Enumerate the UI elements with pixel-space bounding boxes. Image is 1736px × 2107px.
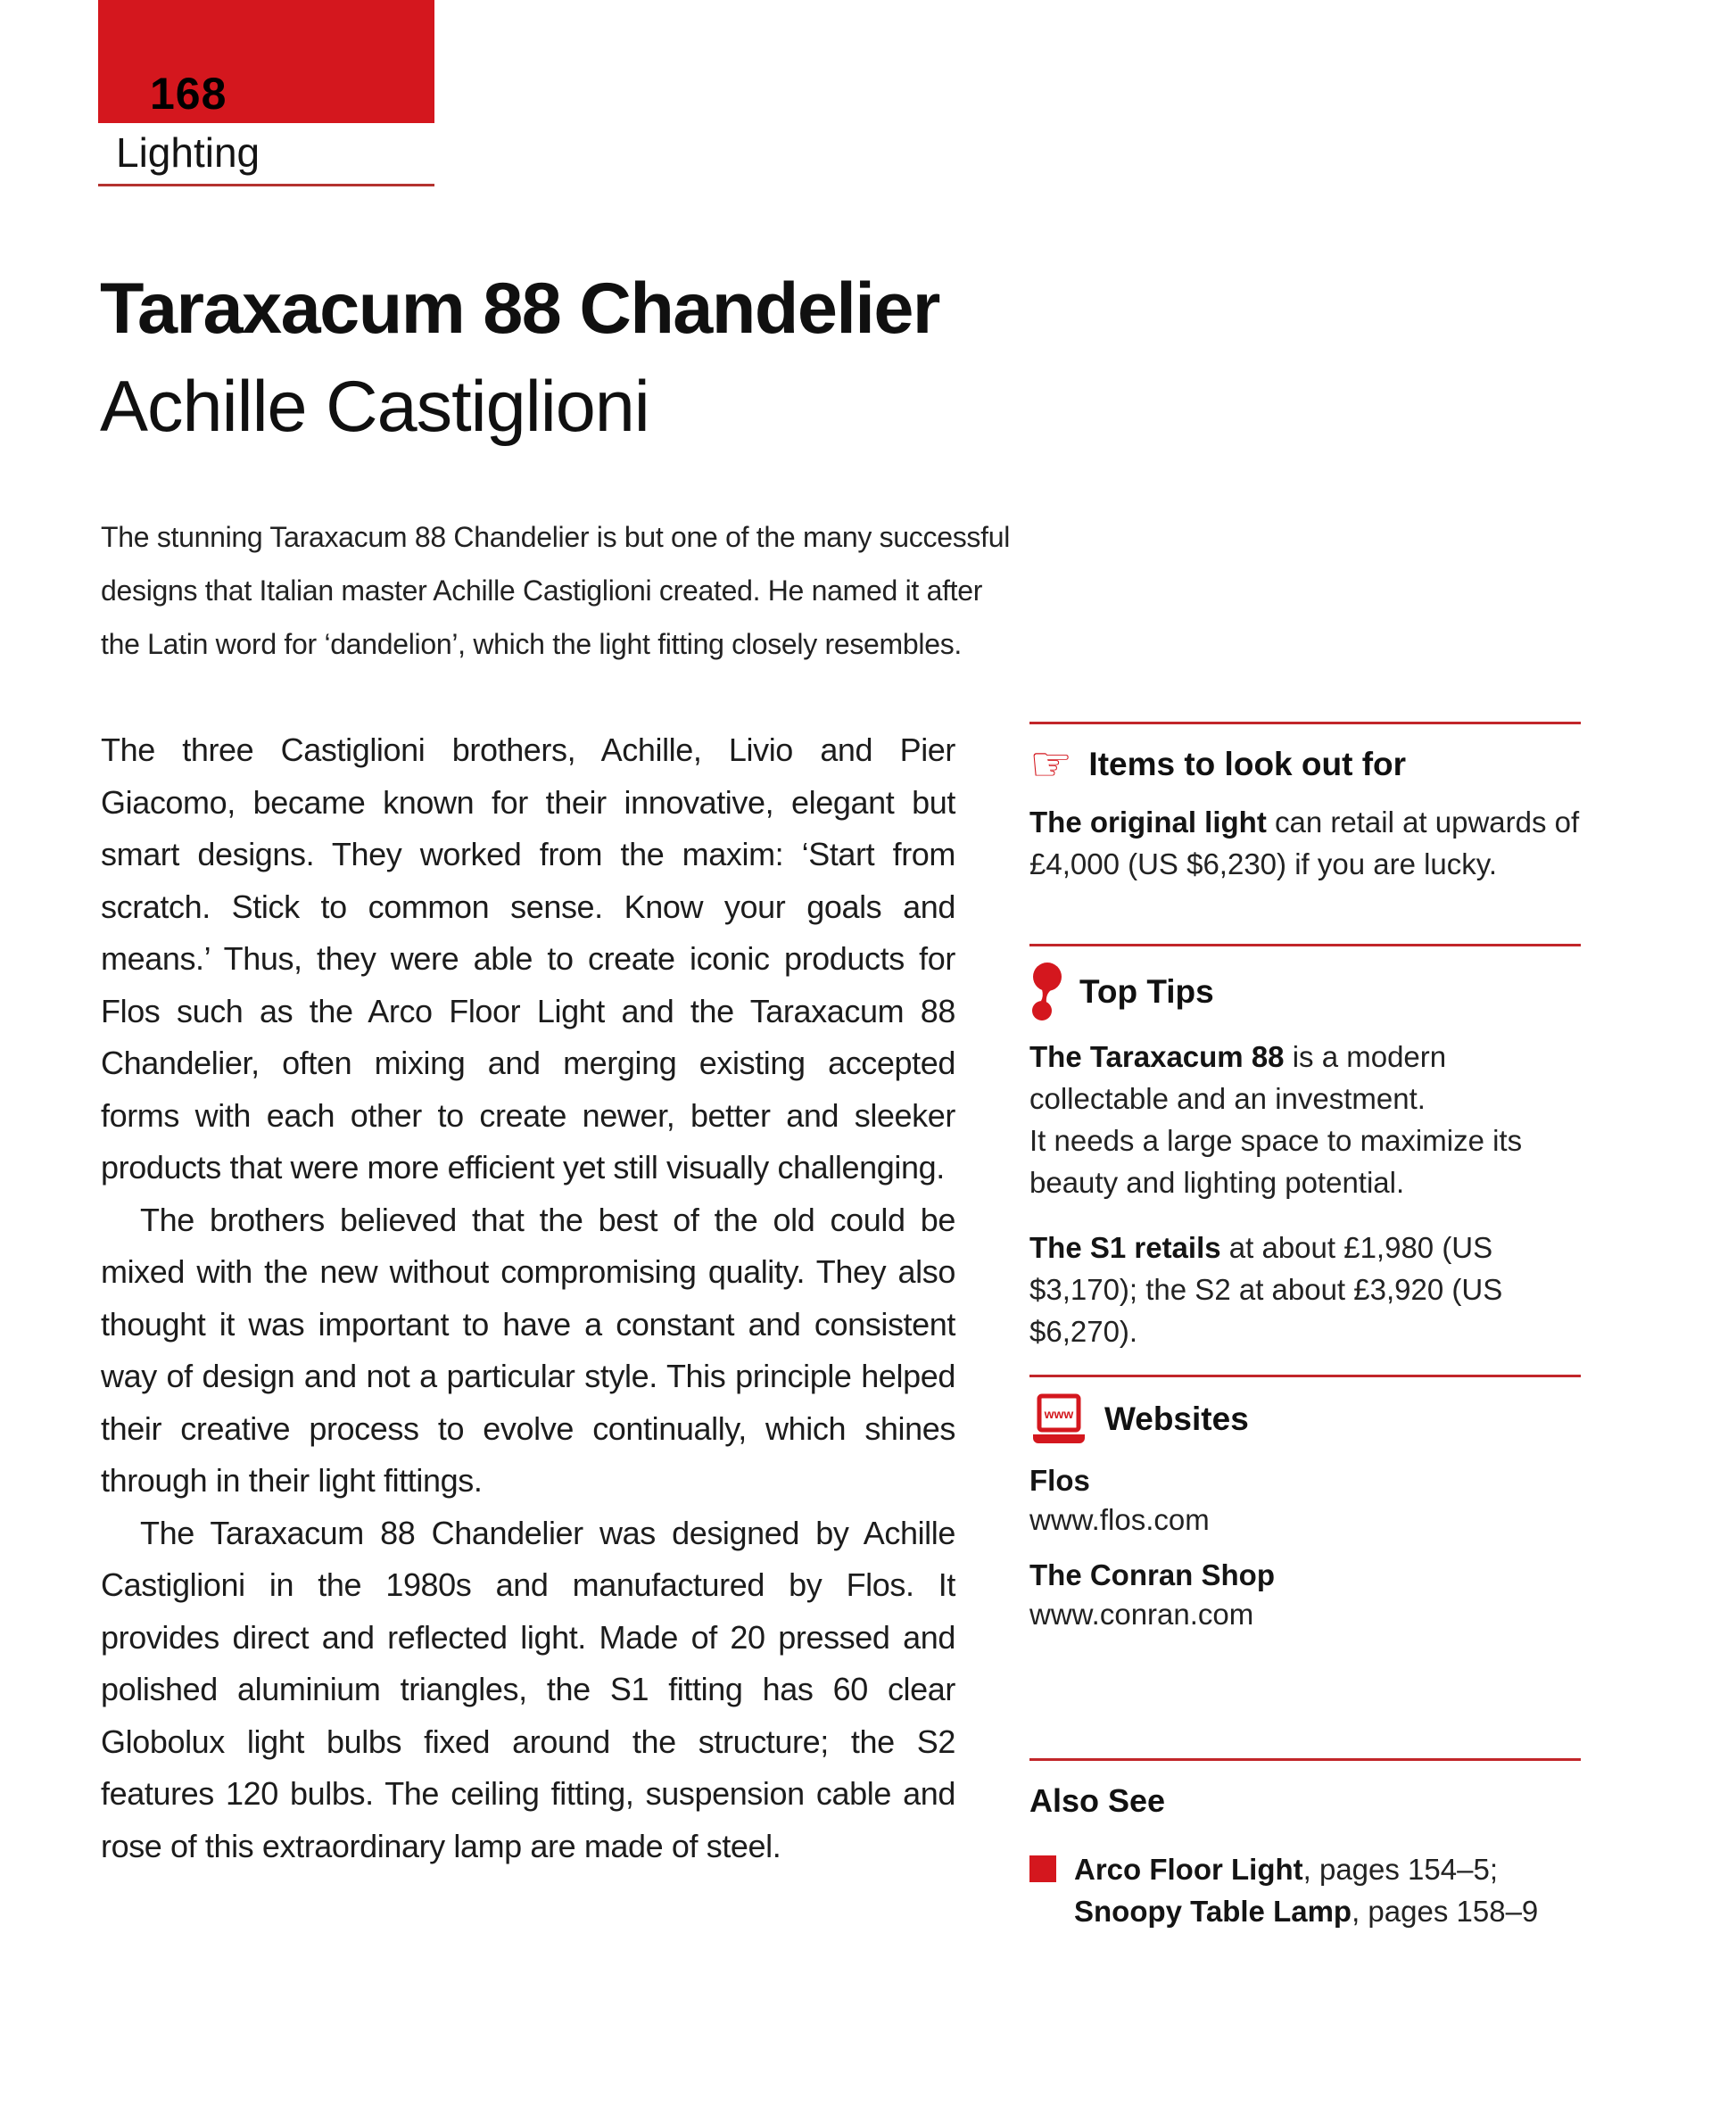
article-paragraph: The Taraxacum 88 Chandelier was designed by Achille Castiglioni in the 1980s and manufactured by Flos. It provides direct and reflected light. Made of 20 pressed and polished aluminium triangles, the S1 fitting has 60 clear Globolux light bulbs fixed around the structure; the S2 features 120 bulbs. The ceiling fitting, suspension cable and rose of this extraordinary lamp are made of steel.	[101, 1514, 955, 1864]
top-tips-header-row	[1029, 963, 1581, 1021]
tip-text	[1029, 1036, 1581, 1203]
exclamation-dots-icon	[1029, 963, 1063, 1021]
tip-rest: is a modern collectable and an investment.	[1029, 1040, 1447, 1115]
square-bullet-icon	[1029, 1855, 1056, 1882]
website-url: www.conran.com	[1029, 1598, 1254, 1631]
article-paragraph: The brothers believed that the best of the old could be mixed with the new without compromising quality. They also thought it was important to have a constant and consistent way of design and not a particular style. This principle helped their creative process to evolve continually, which shines through in their light fittings.	[101, 1201, 955, 1499]
tip-rest: It needs a large space to maximize its beauty and lighting potential.	[1029, 1124, 1523, 1199]
tip-lead: The S1 retails	[1029, 1231, 1221, 1264]
items-header: Items to look out for	[1088, 746, 1407, 782]
sidebar-section-items	[1029, 722, 1581, 885]
also-see-title: Snoopy Table Lamp	[1074, 1895, 1352, 1928]
items-lead: The original light	[1029, 806, 1267, 839]
also-see-title: Arco Floor Light	[1074, 1853, 1303, 1886]
laptop-screen-label: www	[1044, 1407, 1074, 1421]
tip-lead: The Taraxacum 88	[1029, 1040, 1285, 1073]
also-see-header: Also See	[1029, 1782, 1166, 1819]
also-see-pages: , pages 154–5;	[1302, 1853, 1498, 1886]
pointing-hand-icon: ☞	[1029, 736, 1073, 792]
page-title: Taraxacum 88 Chandelier	[100, 269, 939, 349]
website-url: www.flos.com	[1029, 1503, 1210, 1536]
page-number-box	[98, 0, 434, 123]
intro-line: designs that Italian master Achille Castiglioni created. He named it after	[101, 574, 983, 607]
page-subtitle: Achille Castiglioni	[100, 367, 649, 447]
website-entry	[1029, 1461, 1581, 1540]
laptop-www-icon	[1029, 1393, 1088, 1445]
section-rule	[98, 184, 434, 186]
sidebar-section-websites	[1029, 1375, 1581, 1634]
websites-header-row	[1029, 1393, 1581, 1445]
also-see-entry-row	[1029, 1848, 1581, 1932]
tip-text	[1029, 1227, 1581, 1352]
top-tips-header: Top Tips	[1079, 973, 1214, 1010]
items-text	[1029, 801, 1581, 885]
also-see-text	[1074, 1848, 1581, 1932]
sidebar-section-top-tips	[1029, 944, 1581, 1352]
article-body	[101, 724, 955, 1872]
intro-paragraph	[101, 510, 1350, 671]
page-number: 168	[150, 69, 227, 119]
website-name: Flos	[1029, 1464, 1090, 1497]
website-entry	[1029, 1556, 1581, 1634]
section-label: Lighting	[116, 129, 260, 176]
article-paragraph: The three Castiglioni brothers, Achille, Livio and Pier Giacomo, became known for their innovative, elegant but smart designs. They worked from the maxim: ‘Start from scratch. Stick to common sense. Know your goals and means.’ Thus, they were able to create iconic products for Flos such as the Arco Floor Light and the Taraxacum 88 Chandelier, often mixing and merging existing accepted forms with each other to create newer, better and sleeker products that were more efficient yet still visually challenging.	[101, 731, 955, 1186]
intro-line: the Latin word for ‘dandelion’, which the light fitting closely resembles.	[101, 628, 962, 660]
also-see-pages: , pages 158–9	[1352, 1895, 1539, 1928]
websites-header: Websites	[1104, 1401, 1249, 1437]
sidebar-section-also-see	[1029, 1758, 1581, 1932]
website-name: The Conran Shop	[1029, 1558, 1275, 1591]
intro-line: The stunning Taraxacum 88 Chandelier is but one of the many successful	[101, 521, 1011, 553]
items-rest: can retail at upwards of £4,000 (US $6,230) if you are lucky.	[1029, 806, 1580, 880]
tip-rest: at about £1,980 (US $3,170); the S2 at about £3,920 (US $6,270).	[1029, 1231, 1503, 1348]
items-header-row	[1029, 736, 1581, 792]
